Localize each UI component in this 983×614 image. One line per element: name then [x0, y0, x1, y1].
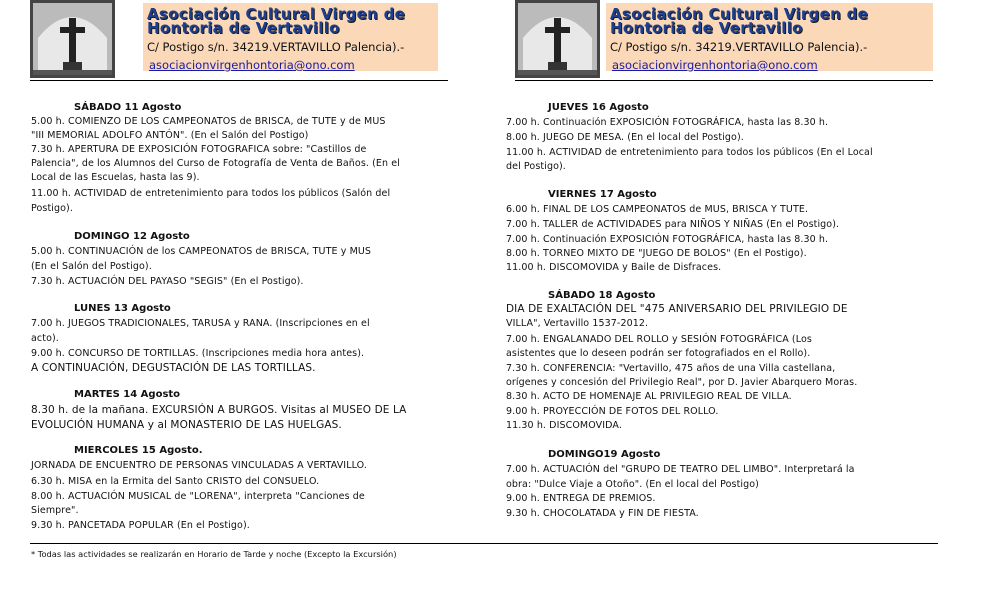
event-line: 7.30 h. APERTURA DE EXPOSICIÓN FOTOGRAFICA sobre: "Castillos de — [31, 144, 367, 155]
event-line: 8.00 h. TORNEO MIXTO DE "JUEGO DE BOLOS" (En el Postigo). — [506, 248, 807, 259]
event-line: 8.00 h. JUEGO DE MESA. (En el local del Postigo). — [506, 132, 744, 143]
event-line: 9.30 h. PANCETADA POPULAR (En el Postigo). — [31, 520, 250, 531]
email-link[interactable]: asociacionvirgenhontoria@ono.com — [149, 58, 355, 72]
event-line: 9.30 h. CHOCOLATADA y FIN DE FIESTA. — [506, 508, 699, 519]
day-heading-mar14: MARTES 14 Agosto — [74, 389, 181, 400]
header-info-box — [606, 3, 933, 71]
event-line: 8.30 h. ACTO DE HOMENAJE AL PRIVILEGIO REAL DE VILLA. — [506, 391, 792, 402]
event-line: 11.00 h. ACTIVIDAD de entretenimiento para todos los públicos (En el Local — [506, 147, 873, 158]
cross-monument-icon — [515, 0, 600, 78]
event-line: 5.00 h. CONTINUACIÓN de los CAMPEONATOS de BRISCA, TUTE y MUS — [31, 246, 372, 257]
event-line: obra: "Dulce Viaje a Otoño". (En el local del Postigo) — [506, 479, 759, 490]
email-link[interactable]: asociacionvirgenhontoria@ono.com — [612, 58, 818, 72]
event-line: 7.00 h. ACTUACIÓN del "GRUPO DE TEATRO DEL LIMBO". Interpretará la — [506, 464, 855, 475]
event-line: 6.00 h. FINAL DE LOS CAMPEONATOS de MUS, BRISCA Y TUTE. — [506, 204, 809, 215]
event-line: asistentes que lo deseen podrán ser fotografiados en el Rollo). — [506, 348, 811, 359]
event-line: 7.00 h. ENGALANADO DEL ROLLO y SESIÓN FOTOGRÁFICA (Los — [506, 334, 812, 345]
event-line: Local de las Escuelas, hasta las 9). — [31, 172, 200, 183]
footer-divider — [30, 543, 938, 544]
day-heading-sab18: SÁBADO 18 Agosto — [548, 290, 656, 301]
footer-note: * Todas las actividades se realizarán en Horario de Tarde y noche (Excepto la Excursión) — [31, 549, 397, 559]
event-line: orígenes y concesión del Privilegio Real", por D. Javier Abarquero Moras. — [506, 377, 858, 388]
event-line: 11.00 h. DISCOMOVIDA y Baile de Disfraces. — [506, 262, 722, 273]
event-line: JORNADA DE ENCUENTRO DE PERSONAS VINCULADAS A VERTAVILLO. — [31, 460, 367, 471]
event-line: 9.00 h. PROYECCIÓN DE FOTOS DEL ROLLO. — [506, 406, 719, 417]
day-heading-mie15: MIERCOLES 15 Agosto. — [74, 445, 203, 456]
header-left — [30, 0, 448, 81]
event-line: del Postigo). — [506, 161, 566, 172]
event-line: Palencia", de los Alumnos del Curso de Fotografía de Venta de Baños. (En el — [31, 158, 400, 169]
day-heading-lun13: LUNES 13 Agosto — [74, 303, 171, 314]
event-line: 11.00 h. ACTIVIDAD de entretenimiento para todos los públicos (Salón del — [31, 188, 391, 199]
event-line: (En el Salón del Postigo). — [31, 261, 152, 272]
event-line: 7.00 h. Continuación EXPOSICIÓN FOTOGRÁFICA, hasta las 8.30 h. — [506, 117, 829, 128]
event-line: 7.00 h. JUEGOS TRADICIONALES, TARUSA y RANA. (Inscripciones en el — [31, 318, 370, 329]
event-line: 5.00 h. COMIENZO DE LOS CAMPEONATOS de BRISCA, de TUTE y de MUS — [31, 116, 386, 127]
header-info-box — [143, 3, 438, 71]
event-line: 9.00 h. CONCURSO DE TORTILLAS. (Inscripciones media hora antes). — [31, 348, 365, 359]
event-line: DIA DE EXALTACIÓN DEL "475 ANIVERSARIO DEL PRIVILEGIO DE — [506, 303, 848, 315]
event-line: A CONTINUACIÓN, DEGUSTACIÓN DE LAS TORTILLAS. — [31, 362, 316, 374]
event-line: 11.30 h. DISCOMOVIDA. — [506, 420, 622, 431]
event-line: 7.30 h. CONFERENCIA: "Vertavillo, 475 años de una Villa castellana, — [506, 363, 836, 374]
event-line: EVOLUCIÓN HUMANA y al MONASTERIO DE LAS HUELGAS. — [31, 419, 342, 431]
address: C/ Postigo s/n. 34219.VERTAVILLO Palencia).- — [610, 40, 868, 54]
day-heading-dom12: DOMINGO 12 Agosto — [74, 231, 190, 242]
event-line: Postigo). — [31, 203, 73, 214]
day-heading-sab11: SÁBADO 11 Agosto — [74, 102, 182, 113]
event-line: 7.00 h. Continuación EXPOSICIÓN FOTOGRÁFICA, hasta las 8.30 h. — [506, 234, 829, 245]
event-line: VILLA", Vertavillo 1537-2012. — [506, 318, 649, 329]
event-line: Siempre". — [31, 505, 79, 516]
event-line: 8.30 h. de la mañana. EXCURSIÓN A BURGOS. Visitas al MUSEO DE LA — [31, 404, 407, 416]
header-right — [515, 0, 933, 81]
address: C/ Postigo s/n. 34219.VERTAVILLO Palencia).- — [147, 40, 405, 54]
org-name: Asociación Cultural Virgen de Hontoria de Vertavillo — [147, 5, 406, 37]
org-name: Asociación Cultural Virgen de Hontoria de Vertavillo — [610, 5, 869, 37]
day-heading-vie17: VIERNES 17 Agosto — [548, 189, 657, 200]
event-line: 6.30 h. MISA en la Ermita del Santo CRISTO del CONSUELO. — [31, 476, 320, 487]
cross-monument-icon — [30, 0, 115, 78]
event-line: "III MEMORIAL ADOLFO ANTÓN". (En el Salón del Postigo) — [31, 130, 309, 141]
event-line: 7.00 h. TALLER de ACTIVIDADES para NIÑOS Y NIÑAS (En el Postigo). — [506, 219, 840, 230]
event-line: acto). — [31, 333, 59, 344]
event-line: 8.00 h. ACTUACIÓN MUSICAL de "LORENA", interpreta "Canciones de — [31, 491, 365, 502]
day-heading-dom19: DOMINGO19 Agosto — [548, 449, 661, 460]
event-line: 9.00 h. ENTREGA DE PREMIOS. — [506, 493, 656, 504]
day-heading-jue16: JUEVES 16 Agosto — [548, 102, 649, 113]
event-line: 7.30 h. ACTUACIÓN DEL PAYASO "SEGIS" (En el Postigo). — [31, 276, 304, 287]
